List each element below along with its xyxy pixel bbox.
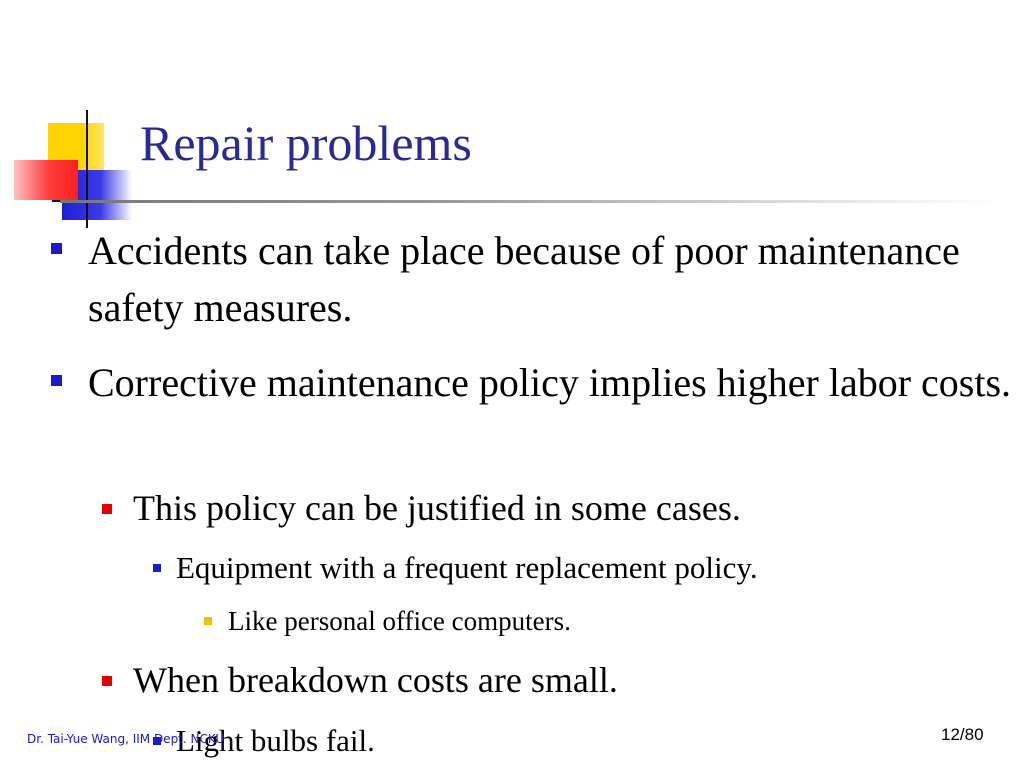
bullet-text: Accidents can take place because of poor maintenance safety measures. xyxy=(88,228,960,330)
footer-author: Dr. Tai-Yue Wang, IIM Dept. NCKU xyxy=(27,732,225,746)
bullet-text: Light bulbs fail. xyxy=(176,723,375,758)
bullet-text: Corrective maintenance policy implies higher labor costs. xyxy=(88,360,1012,405)
bullet-text: Equipment with a frequent replacement policy. xyxy=(176,550,758,585)
bullet-square-icon xyxy=(153,564,161,572)
sub-bullet-item xyxy=(133,658,1013,702)
bullet-square-icon xyxy=(51,375,62,386)
bullet-text: When breakdown costs are small. xyxy=(133,660,618,700)
bullet-text: This policy can be justified in some cases. xyxy=(133,488,741,528)
sub-bullet-item xyxy=(176,549,1016,587)
bullet-item xyxy=(88,222,1018,336)
sub-bullet-item xyxy=(133,486,1013,530)
bullet-square-icon xyxy=(51,243,62,254)
page-number: 12/80 xyxy=(941,725,984,744)
bullet-square-icon xyxy=(102,676,112,686)
bullet-square-icon xyxy=(204,617,212,625)
bullet-square-icon xyxy=(102,504,112,514)
bullet-text: Like personal office computers. xyxy=(228,606,571,636)
bullet-item xyxy=(88,354,1018,411)
slide-title: Repair problems xyxy=(140,115,472,171)
sub-bullet-item xyxy=(228,605,1018,637)
sub-bullet-item xyxy=(176,722,1016,760)
